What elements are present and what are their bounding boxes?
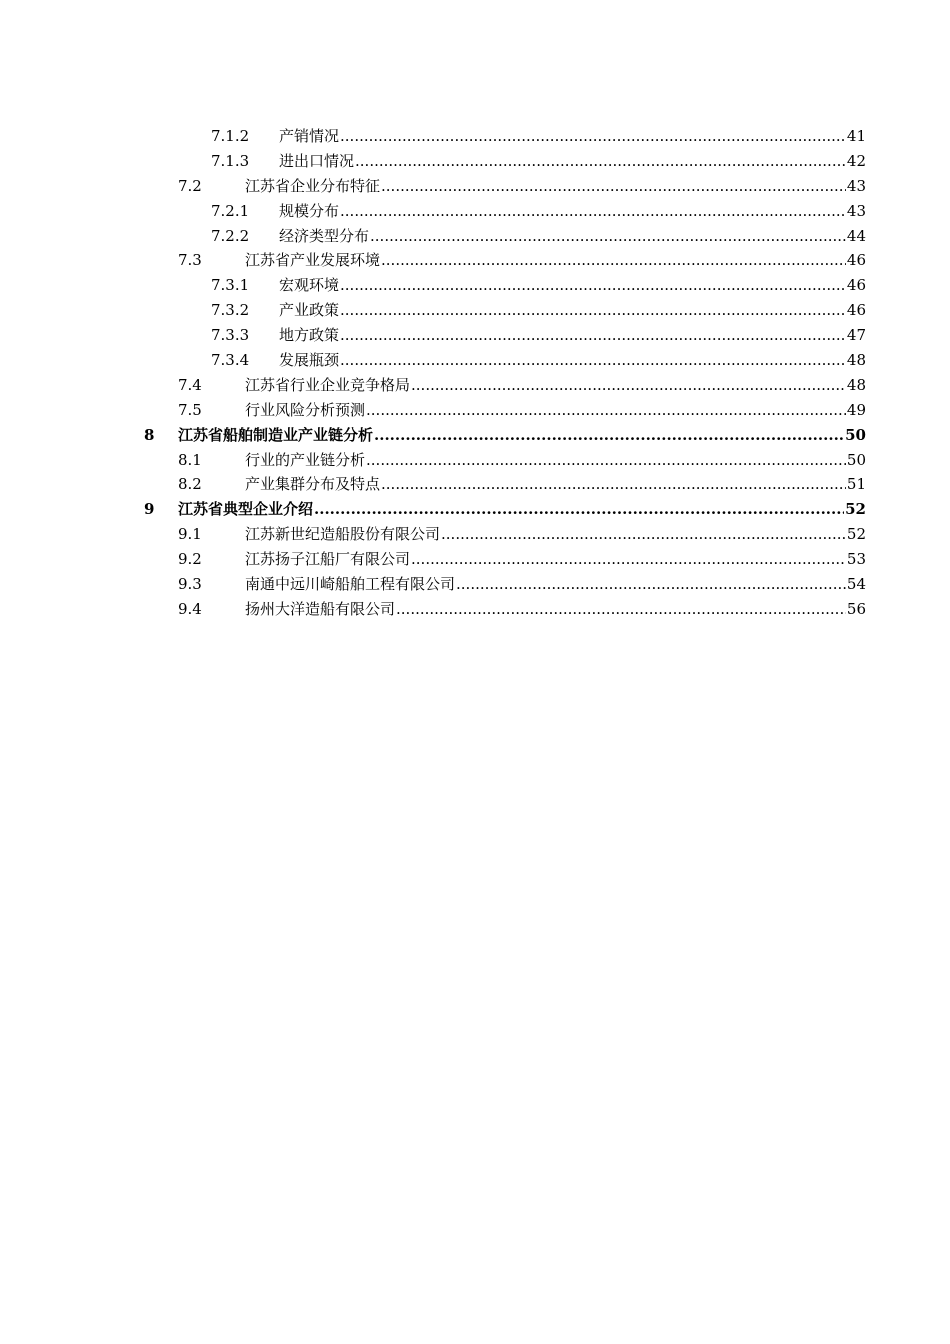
toc-entry-number: 7.2.1 — [211, 201, 250, 220]
toc-entry[interactable] — [0, 149, 950, 174]
toc-dot-leader — [355, 149, 846, 174]
toc-entry[interactable] — [0, 224, 950, 249]
toc-dot-leader — [366, 398, 846, 423]
toc-entry[interactable] — [0, 597, 950, 622]
toc-entry[interactable] — [0, 373, 950, 398]
toc-entry-title: 经济类型分布 — [279, 226, 370, 245]
toc-entry[interactable] — [0, 124, 950, 149]
toc-entry-number: 7.2.2 — [211, 226, 250, 245]
toc-entry-title: 地方政策 — [279, 326, 340, 345]
toc-dot-leader — [366, 448, 846, 473]
toc-entry-page: 50 — [845, 425, 866, 444]
toc-entry-number: 7.3.2 — [211, 301, 250, 320]
toc-entry-page: 46 — [846, 301, 866, 320]
toc-entry-title: 江苏省典型企业介绍 — [178, 500, 314, 519]
toc-entry-title: 江苏省行业企业竞争格局 — [245, 375, 411, 394]
toc-entry-number: 9 — [144, 500, 155, 519]
toc-entry-page: 48 — [846, 351, 866, 370]
toc-entry-title: 江苏省船舶制造业产业链分析 — [178, 425, 374, 444]
toc-dot-leader — [396, 597, 846, 622]
toc-entry-number: 8.2 — [178, 475, 202, 494]
toc-entry[interactable] — [0, 174, 950, 199]
toc-entry-title: 发展瓶颈 — [279, 351, 340, 370]
toc-entry-page: 46 — [846, 276, 866, 295]
toc-dot-leader — [340, 323, 846, 348]
toc-entry-page: 54 — [846, 575, 866, 594]
toc-dot-leader — [374, 423, 844, 448]
toc-entry-number: 7.3.4 — [211, 351, 250, 370]
toc-entry-number: 8 — [144, 425, 155, 444]
toc-entry-number: 8.1 — [178, 450, 202, 469]
toc-entry-title: 规模分布 — [279, 201, 340, 220]
toc-dot-leader — [340, 124, 846, 149]
toc-entry-page: 41 — [846, 127, 866, 145]
toc-entry-title: 扬州大洋造船有限公司 — [245, 599, 396, 618]
toc-entry[interactable] — [0, 273, 950, 298]
toc-entry-title: 南通中远川崎船舶工程有限公司 — [245, 575, 456, 594]
toc-entry[interactable] — [0, 348, 950, 373]
toc-entry[interactable] — [0, 448, 950, 473]
toc-entry-title: 进出口情况 — [279, 151, 355, 170]
toc-entry-title: 江苏扬子江船厂有限公司 — [245, 550, 411, 569]
toc-entry-number: 7.4 — [178, 375, 202, 394]
toc-dot-leader — [441, 522, 846, 547]
toc-entry-title: 江苏省产业发展环境 — [245, 251, 381, 270]
toc-entry-page: 53 — [846, 550, 866, 569]
toc-entry-page: 46 — [846, 251, 866, 270]
toc-entry-title: 江苏新世纪造船股份有限公司 — [245, 525, 441, 544]
toc-dot-leader — [340, 348, 846, 373]
toc-dot-leader — [381, 248, 846, 273]
toc-entry-number: 7.5 — [178, 400, 202, 419]
toc-entry-number: 7.1.2 — [211, 127, 250, 145]
toc-entry-title: 行业风险分析预测 — [245, 400, 366, 419]
toc-dot-leader — [314, 497, 844, 522]
toc-entry-page: 50 — [846, 450, 866, 469]
toc-entry-number: 7.3 — [178, 251, 202, 270]
toc-entry-page: 43 — [846, 201, 866, 220]
toc-entry-title: 行业的产业链分析 — [245, 450, 366, 469]
toc-entry[interactable] — [0, 298, 950, 323]
toc-entry-number: 9.1 — [178, 525, 202, 544]
toc-entry[interactable] — [0, 572, 950, 597]
toc-entry-number: 7.2 — [178, 176, 202, 195]
toc-entry[interactable] — [0, 522, 950, 547]
toc-entry-page: 43 — [846, 176, 866, 195]
toc-dot-leader — [340, 273, 846, 298]
toc-entry[interactable] — [0, 423, 950, 448]
toc-dot-leader — [381, 174, 846, 199]
toc-entry-page: 42 — [846, 151, 866, 170]
toc-entry-page: 44 — [846, 226, 866, 245]
toc-entry[interactable] — [0, 398, 950, 423]
toc-entry-page: 51 — [846, 475, 866, 494]
toc-dot-leader — [456, 572, 846, 597]
toc-entry[interactable] — [0, 323, 950, 348]
table-of-contents — [0, 124, 950, 622]
toc-dot-leader — [340, 199, 846, 224]
toc-entry-number: 9.2 — [178, 550, 202, 569]
toc-entry-title: 产销情况 — [279, 127, 340, 145]
toc-entry-page: 47 — [846, 326, 866, 345]
toc-entry[interactable] — [0, 199, 950, 224]
toc-entry-number: 7.3.1 — [211, 276, 250, 295]
toc-dot-leader — [411, 373, 846, 398]
toc-entry-title: 宏观环境 — [279, 276, 340, 295]
toc-entry-title: 产业政策 — [279, 301, 340, 320]
toc-entry[interactable] — [0, 248, 950, 273]
toc-entry[interactable] — [0, 497, 950, 522]
toc-entry[interactable] — [0, 472, 950, 497]
toc-entry-number: 7.1.3 — [211, 151, 250, 170]
toc-entry-page: 52 — [846, 525, 866, 544]
toc-entry-page: 48 — [846, 375, 866, 394]
toc-entry-number: 7.3.3 — [211, 326, 250, 345]
toc-dot-leader — [381, 472, 846, 497]
toc-entry[interactable] — [0, 547, 950, 572]
toc-entry-title: 江苏省企业分布特征 — [245, 176, 381, 195]
toc-entry-number: 9.3 — [178, 575, 202, 594]
toc-entry-page: 49 — [846, 400, 866, 419]
toc-entry-page: 52 — [845, 500, 866, 519]
toc-entry-number: 9.4 — [178, 599, 202, 618]
toc-dot-leader — [340, 298, 846, 323]
toc-entry-title: 产业集群分布及特点 — [245, 475, 381, 494]
toc-dot-leader — [411, 547, 846, 572]
toc-dot-leader — [370, 224, 846, 249]
toc-entry-page: 56 — [846, 599, 866, 618]
